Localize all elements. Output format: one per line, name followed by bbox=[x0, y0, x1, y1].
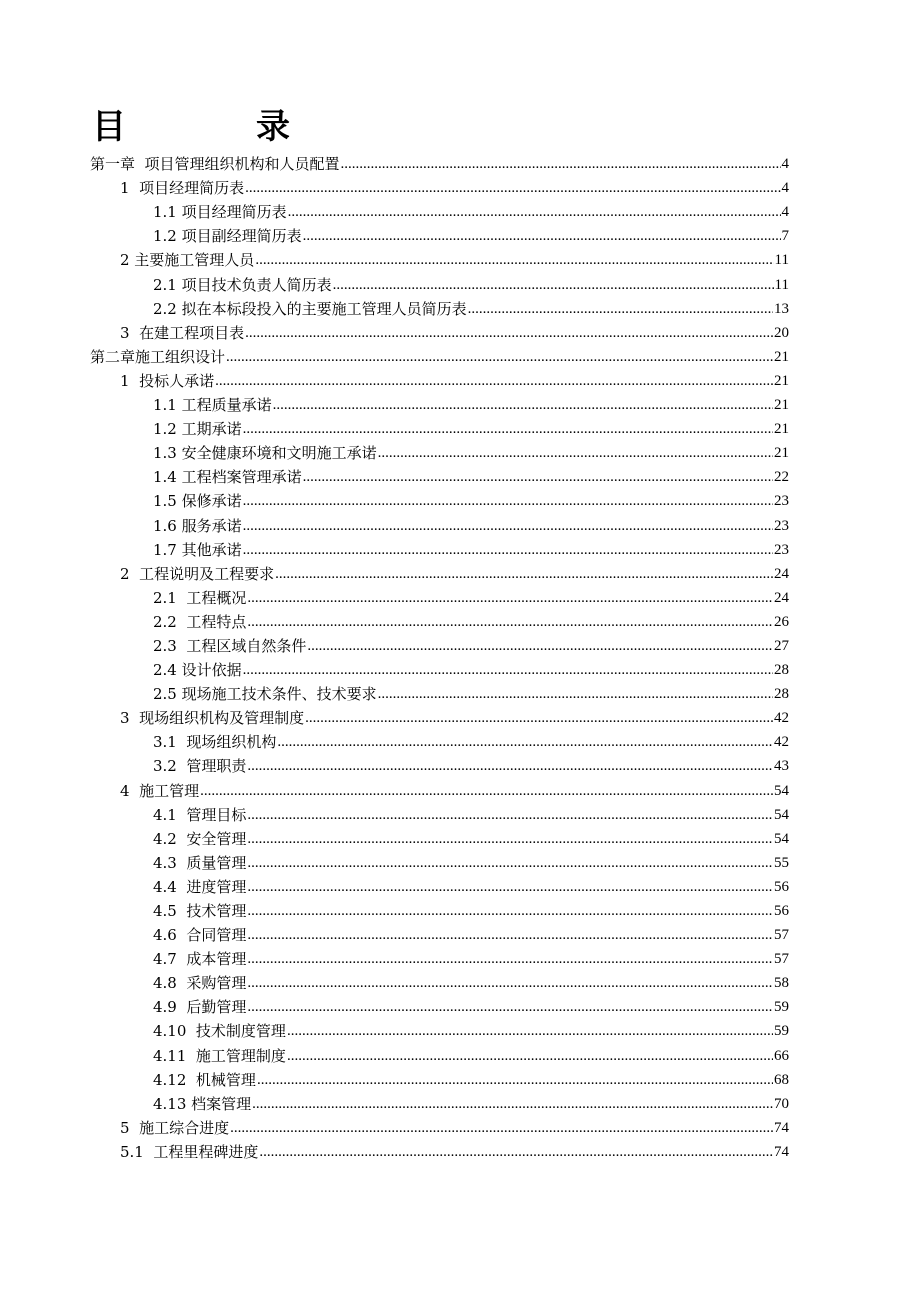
toc-entry[interactable] bbox=[0, 294, 920, 318]
toc-dot-leader bbox=[247, 757, 773, 775]
toc-dot-leader bbox=[247, 613, 773, 631]
toc-page-number: 4 bbox=[781, 156, 789, 173]
toc-dot-leader bbox=[277, 733, 773, 751]
toc-entry[interactable] bbox=[0, 342, 920, 366]
toc-page-number: 20 bbox=[774, 324, 789, 341]
toc-dot-leader bbox=[215, 372, 773, 390]
toc-dot-leader bbox=[247, 854, 773, 872]
toc-entry[interactable] bbox=[0, 968, 920, 992]
toc-dot-leader bbox=[247, 950, 773, 968]
toc-entry[interactable] bbox=[0, 1113, 920, 1137]
toc-dot-leader bbox=[243, 420, 773, 438]
toc-page-number: 70 bbox=[774, 1095, 789, 1112]
toc-dot-leader bbox=[303, 468, 773, 486]
toc-page-number: 54 bbox=[774, 782, 789, 799]
toc-dot-leader bbox=[257, 1071, 773, 1089]
toc-entry-title: 1.7 其他承诺 bbox=[153, 540, 242, 559]
toc-entry[interactable] bbox=[0, 727, 920, 751]
toc-dot-leader bbox=[273, 396, 773, 414]
toc-page-number: 22 bbox=[774, 469, 789, 486]
toc-entry-title: 4.3 质量管理 bbox=[153, 853, 247, 872]
toc-page-number: 21 bbox=[774, 372, 789, 389]
toc-dot-leader bbox=[247, 974, 773, 992]
toc-entry[interactable] bbox=[0, 679, 920, 703]
toc-entry-title: 3.1 现场组织机构 bbox=[153, 733, 277, 752]
toc-dot-leader bbox=[247, 830, 773, 848]
toc-dot-leader bbox=[275, 565, 773, 583]
toc-entry[interactable] bbox=[0, 607, 920, 631]
toc-page-number: 23 bbox=[774, 517, 789, 534]
toc-entry-title: 1.2 工期承诺 bbox=[153, 420, 242, 439]
toc-entry-title: 1 项目经理简历表 bbox=[120, 179, 245, 198]
toc-page-number: 74 bbox=[774, 1143, 789, 1160]
toc-entry[interactable] bbox=[0, 631, 920, 655]
toc-page-number: 57 bbox=[774, 951, 789, 968]
toc-page-number: 11 bbox=[774, 276, 789, 293]
toc-entry-title: 4.7 成本管理 bbox=[153, 950, 247, 969]
toc-entry[interactable] bbox=[0, 438, 920, 462]
toc-page-number: 26 bbox=[774, 613, 789, 630]
toc-dot-leader bbox=[287, 1047, 773, 1065]
toc-page-number: 24 bbox=[774, 565, 789, 582]
toc-page-number: 24 bbox=[774, 589, 789, 606]
toc-page-number: 56 bbox=[774, 903, 789, 919]
toc-dot-leader bbox=[468, 300, 773, 318]
toc-entry-title: 2.5 现场施工技术条件、技术要求 bbox=[153, 685, 377, 704]
toc-entry[interactable] bbox=[0, 269, 920, 293]
toc-page-number: 58 bbox=[774, 975, 789, 992]
toc-entry-title: 2.2 拟在本标段投入的主要施工管理人员简历表 bbox=[153, 299, 467, 318]
toc-entry-title: 2.1 工程概况 bbox=[153, 588, 247, 607]
toc-entry-title: 4.9 后勤管理 bbox=[153, 998, 247, 1017]
toc-dot-leader bbox=[245, 179, 780, 197]
table-of-contents bbox=[0, 149, 920, 1161]
toc-entry-title: 1.2 项目副经理简历表 bbox=[153, 227, 302, 246]
toc-entry[interactable] bbox=[0, 944, 920, 968]
toc-dot-leader bbox=[288, 203, 781, 221]
toc-dot-leader bbox=[255, 251, 773, 269]
toc-dot-leader bbox=[247, 998, 773, 1016]
toc-dot-leader bbox=[247, 878, 773, 896]
toc-entry[interactable] bbox=[0, 1016, 920, 1040]
toc-entry-title: 4.2 安全管理 bbox=[153, 829, 247, 848]
toc-entry[interactable] bbox=[0, 197, 920, 221]
toc-entry-title: 2.1 项目技术负责人简历表 bbox=[153, 275, 332, 294]
toc-entry[interactable] bbox=[0, 824, 920, 848]
toc-page-number: 13 bbox=[774, 300, 789, 317]
toc-entry-title: 1 投标人承诺 bbox=[120, 371, 215, 390]
toc-entry[interactable] bbox=[0, 1065, 920, 1089]
toc-entry[interactable] bbox=[0, 486, 920, 510]
toc-page-number: 43 bbox=[774, 758, 789, 775]
toc-entry-title: 4.11 施工管理制度 bbox=[153, 1046, 286, 1065]
toc-entry[interactable] bbox=[0, 992, 920, 1016]
toc-page-number: 21 bbox=[774, 397, 789, 414]
toc-dot-leader bbox=[259, 1143, 773, 1161]
toc-entry[interactable] bbox=[0, 149, 920, 173]
toc-dot-leader bbox=[252, 1095, 773, 1113]
toc-entry-title: 1.5 保修承诺 bbox=[153, 492, 242, 511]
toc-entry-title: 4.13 档案管理 bbox=[153, 1094, 252, 1113]
toc-entry[interactable] bbox=[0, 775, 920, 799]
toc-dot-leader bbox=[333, 276, 774, 294]
toc-dot-leader bbox=[243, 661, 773, 679]
toc-entry[interactable] bbox=[0, 751, 920, 775]
toc-dot-leader bbox=[200, 782, 773, 800]
toc-entry-title: 1.4 工程档案管理承诺 bbox=[153, 468, 302, 487]
toc-entry-title: 1.6 服务承诺 bbox=[153, 516, 242, 535]
toc-entry-title: 1.1 工程质量承诺 bbox=[153, 396, 272, 415]
toc-page-number: 42 bbox=[774, 734, 789, 751]
toc-dot-leader bbox=[230, 1119, 773, 1137]
toc-entry[interactable] bbox=[0, 173, 920, 197]
toc-entry[interactable] bbox=[0, 703, 920, 727]
toc-entry[interactable] bbox=[0, 872, 920, 896]
toc-page-number: 11 bbox=[774, 252, 789, 269]
toc-entry-title: 4.4 进度管理 bbox=[153, 877, 247, 896]
toc-dot-leader bbox=[247, 589, 773, 607]
toc-entry-title: 2 主要施工管理人员 bbox=[120, 251, 255, 270]
toc-dot-leader bbox=[307, 637, 773, 655]
toc-entry[interactable] bbox=[0, 1137, 920, 1161]
toc-title: 目 录 bbox=[92, 107, 338, 147]
toc-entry-title: 2 工程说明及工程要求 bbox=[120, 564, 275, 583]
toc-entry-title: 4.5 技术管理 bbox=[153, 902, 247, 920]
toc-page-number: 23 bbox=[774, 493, 789, 510]
toc-dot-leader bbox=[245, 324, 773, 342]
toc-entry-title: 2.2 工程特点 bbox=[153, 612, 247, 631]
toc-entry-title: 4.1 管理目标 bbox=[153, 805, 247, 824]
toc-page-number: 57 bbox=[774, 927, 789, 944]
toc-page-number: 54 bbox=[774, 830, 789, 847]
toc-entry[interactable] bbox=[0, 920, 920, 944]
toc-entry[interactable] bbox=[0, 510, 920, 534]
toc-entry[interactable] bbox=[0, 559, 920, 583]
toc-page-number: 54 bbox=[774, 806, 789, 823]
toc-page-number: 27 bbox=[774, 637, 789, 654]
toc-page-number: 42 bbox=[774, 710, 789, 727]
toc-entry[interactable] bbox=[0, 1089, 920, 1113]
toc-entry[interactable] bbox=[0, 366, 920, 390]
toc-entry-title: 第一章 项目管理组织机构和人员配置 bbox=[90, 155, 340, 174]
toc-entry-title: 3 在建工程项目表 bbox=[120, 323, 245, 342]
toc-dot-leader bbox=[287, 1022, 773, 1040]
toc-entry-title: 1.3 安全健康环境和文明施工承诺 bbox=[153, 444, 377, 463]
toc-entry-title: 5.1 工程里程碑进度 bbox=[120, 1142, 259, 1161]
toc-entry[interactable] bbox=[0, 414, 920, 438]
toc-entry-title: 4.12 机械管理 bbox=[153, 1070, 256, 1089]
toc-dot-leader bbox=[247, 926, 773, 944]
toc-page-number: 59 bbox=[774, 999, 789, 1016]
toc-entry[interactable] bbox=[0, 896, 920, 920]
toc-page-number: 66 bbox=[774, 1047, 789, 1064]
toc-dot-leader bbox=[243, 517, 773, 535]
toc-page-number: 28 bbox=[774, 662, 789, 679]
toc-dot-leader bbox=[303, 227, 781, 245]
toc-entry[interactable] bbox=[0, 800, 920, 824]
toc-page-number: 28 bbox=[774, 686, 789, 703]
toc-entry-title: 4.8 采购管理 bbox=[153, 974, 247, 993]
toc-page-number: 56 bbox=[774, 878, 789, 895]
toc-dot-leader bbox=[378, 685, 773, 703]
toc-entry[interactable] bbox=[0, 655, 920, 679]
toc-page-number: 21 bbox=[774, 445, 789, 462]
toc-page-number: 4 bbox=[781, 180, 789, 197]
toc-dot-leader bbox=[247, 806, 773, 824]
toc-page-number: 59 bbox=[774, 1023, 789, 1040]
toc-entry[interactable] bbox=[0, 245, 920, 269]
toc-entry[interactable] bbox=[0, 535, 920, 559]
toc-entry[interactable] bbox=[0, 318, 920, 342]
toc-entry-title: 3.2 管理职责 bbox=[153, 757, 247, 776]
toc-page-number: 21 bbox=[774, 348, 789, 365]
toc-dot-leader bbox=[378, 444, 773, 462]
toc-page-number: 23 bbox=[774, 541, 789, 558]
toc-entry-title: 2.3 工程区域自然条件 bbox=[153, 636, 307, 655]
toc-entry[interactable] bbox=[0, 848, 920, 872]
toc-entry[interactable] bbox=[0, 583, 920, 607]
toc-entry[interactable] bbox=[0, 390, 920, 414]
toc-dot-leader bbox=[243, 541, 773, 559]
toc-entry[interactable] bbox=[0, 221, 920, 245]
toc-entry-title: 4.10 技术制度管理 bbox=[153, 1022, 286, 1041]
toc-page-number: 4 bbox=[781, 204, 789, 221]
toc-page-number: 74 bbox=[774, 1119, 789, 1136]
toc-dot-leader bbox=[243, 492, 773, 510]
toc-dot-leader bbox=[341, 155, 781, 173]
toc-entry[interactable] bbox=[0, 462, 920, 486]
toc-dot-leader bbox=[226, 348, 773, 366]
toc-entry-title: 1.1 项目经理简历表 bbox=[153, 203, 287, 222]
toc-dot-leader bbox=[305, 709, 773, 727]
toc-entry-title: 5 施工综合进度 bbox=[120, 1118, 230, 1137]
toc-page-number: 21 bbox=[774, 421, 789, 438]
toc-entry-title: 4.6 合同管理 bbox=[153, 926, 247, 945]
toc-page-number: 7 bbox=[781, 228, 789, 245]
toc-entry-title: 3 现场组织机构及管理制度 bbox=[120, 709, 305, 728]
toc-page-number: 68 bbox=[774, 1071, 789, 1088]
toc-entry-title: 2.4 设计依据 bbox=[153, 661, 242, 680]
toc-dot-leader bbox=[247, 902, 773, 920]
toc-entry-title: 第二章施工组织设计 bbox=[90, 347, 226, 366]
toc-entry-title: 4 施工管理 bbox=[120, 781, 200, 800]
toc-entry[interactable] bbox=[0, 1040, 920, 1064]
toc-page-number: 55 bbox=[774, 854, 789, 871]
